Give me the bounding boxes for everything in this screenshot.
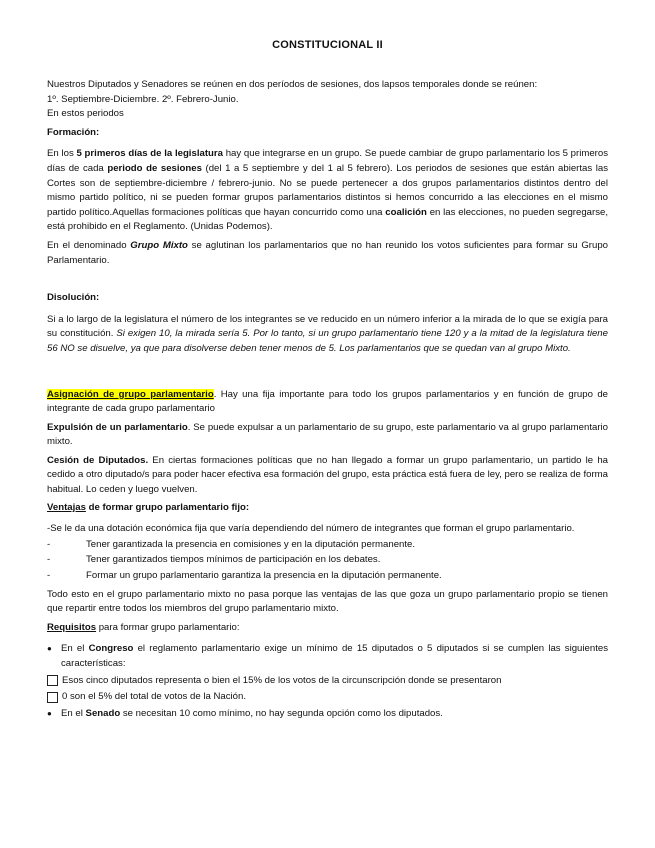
requisitos-heading: Requisitos para formar grupo parlamentario:: [47, 621, 240, 633]
ventajas-heading: Ventajas de formar grupo parlamentario fijo:: [47, 501, 250, 513]
asignacion-paragraph: Asignación de grupo parlamentario. Hay una fija importante para todo los grupos parlamentarios y en función de grupo de integrante de cada grupo parlamentario: [47, 388, 608, 415]
intro-line-1: Nuestros Diputados y Senadores se reúnen en dos períodos de sesiones, dos lapsos temporales donde se reúnen:: [47, 79, 538, 90]
intro-line-3: En estos periodos: [47, 108, 124, 120]
requisitos-senado-item: ● En el Senado se necesitan 10 como mínimo, no hay segunda opción como los diputados.: [47, 707, 608, 722]
formacion-paragraph-2: En el denominado Grupo Mixto se aglutinan los parlamentarios que no han reunido los votos suficientes para formar su Grupo Parlamentario.: [47, 239, 608, 266]
checkbox-icon: [47, 692, 58, 703]
disolucion-paragraph: Si a lo largo de la legislatura el número de los integrantes se ve reducido en un número inferior a la mirada de lo que se exigía para su constitución. Si exigen 10, la mirada sería 5. Por lo tanto, si un grupo parlamentario tiene 120 y a la mitad de la legislatura tiene 56 NO se disuelve, ya que para disolverse deben tener menos de 5. Los parlamentarios que se quedan van al grupo Mixto.: [47, 313, 608, 354]
bullet-icon: ●: [47, 708, 52, 718]
asignacion-highlight: Asignación de grupo parlamentario: [47, 388, 214, 400]
formacion-heading: Formación:: [47, 126, 100, 138]
document-body: [47, 78, 608, 721]
document-title: CONSTITUCIONAL II: [272, 39, 383, 51]
requisito-check-item: Esos cinco diputados representa o bien el 15% de los votos de la circunscripción donde se presentaron: [47, 674, 608, 689]
requisitos-congreso-item: ● En el Congreso el reglamento parlamentario exige un mínimo de 15 diputados o 5 diputados si se cumplen las siguientes características:: [47, 642, 608, 671]
checkbox-icon: [47, 675, 58, 686]
ventajas-intro: -Se le da una dotación económica fija que varía dependiendo del número de integrantes que forman el grupo parlamentario.: [47, 523, 575, 535]
formacion-paragraph-1: En los 5 primeros días de la legislatura hay que integrarse en un grupo. Se puede cambiar de grupo parlamentario los 5 primeros días de cada periodo de sesiones (del 1 a 5 septiembre y del 1 al 5 febrero). Los periodos de sesiones que están abiertas las Cortes son de septiembre-diciembre / febrero-junio. No se puede pertenecer a dos grupos parlamentarios distintos dentro del mismo partido político, ni se pueden formar grupos parlamentarios distintos si hemos concurrido a las elecciones en el mismo partido político.Aquellas formaciones políticas que hayan concurrido como una coalición en las elecciones, no pueden segregarse, está prohibido en el Reglamento. (Unidas Podemos).: [47, 148, 608, 233]
cesion-paragraph: Cesión de Diputados. En ciertas formaciones políticas que no han llegado a formar un grupo parlamentario, un partido le ha cedido a otro diputado/s para poder hacer efectiva esa formación del grupo, esta práctica está fuera de ley, pero se realiza de forma habitual. Lo ceden y luego vuelven.: [47, 454, 608, 496]
bullet-icon: ●: [47, 644, 52, 654]
ventajas-item: - Tener garantizada la presencia en comisiones y en la diputación permanente.: [47, 538, 416, 550]
requisito-check-item: 0 son el 5% del total de votos de la Nación.: [47, 690, 608, 705]
disolucion-heading: Disolución:: [47, 292, 100, 304]
ventajas-item: - Tener garantizados tiempos mínimos de participación en los debates.: [47, 554, 381, 566]
intro-line-2: 1º. Septiembre-Diciembre. 2º. Febrero-Junio.: [47, 93, 239, 105]
ventajas-closing: Todo esto en el grupo parlamentario mixto no pasa porque las ventajas de las que goza un grupo parlamentario propio se tienen que repartir entre todos los miembros del grupo parlamentario mixto.: [47, 588, 608, 615]
ventajas-item: - Formar un grupo parlamentario garantiza la presencia en la diputación permanente.: [47, 570, 442, 582]
expulsion-paragraph: Expulsión de un parlamentario. Se puede expulsar a un parlamentario de su grupo, este parlamentario va al grupo parlamentario mixto.: [47, 421, 609, 448]
